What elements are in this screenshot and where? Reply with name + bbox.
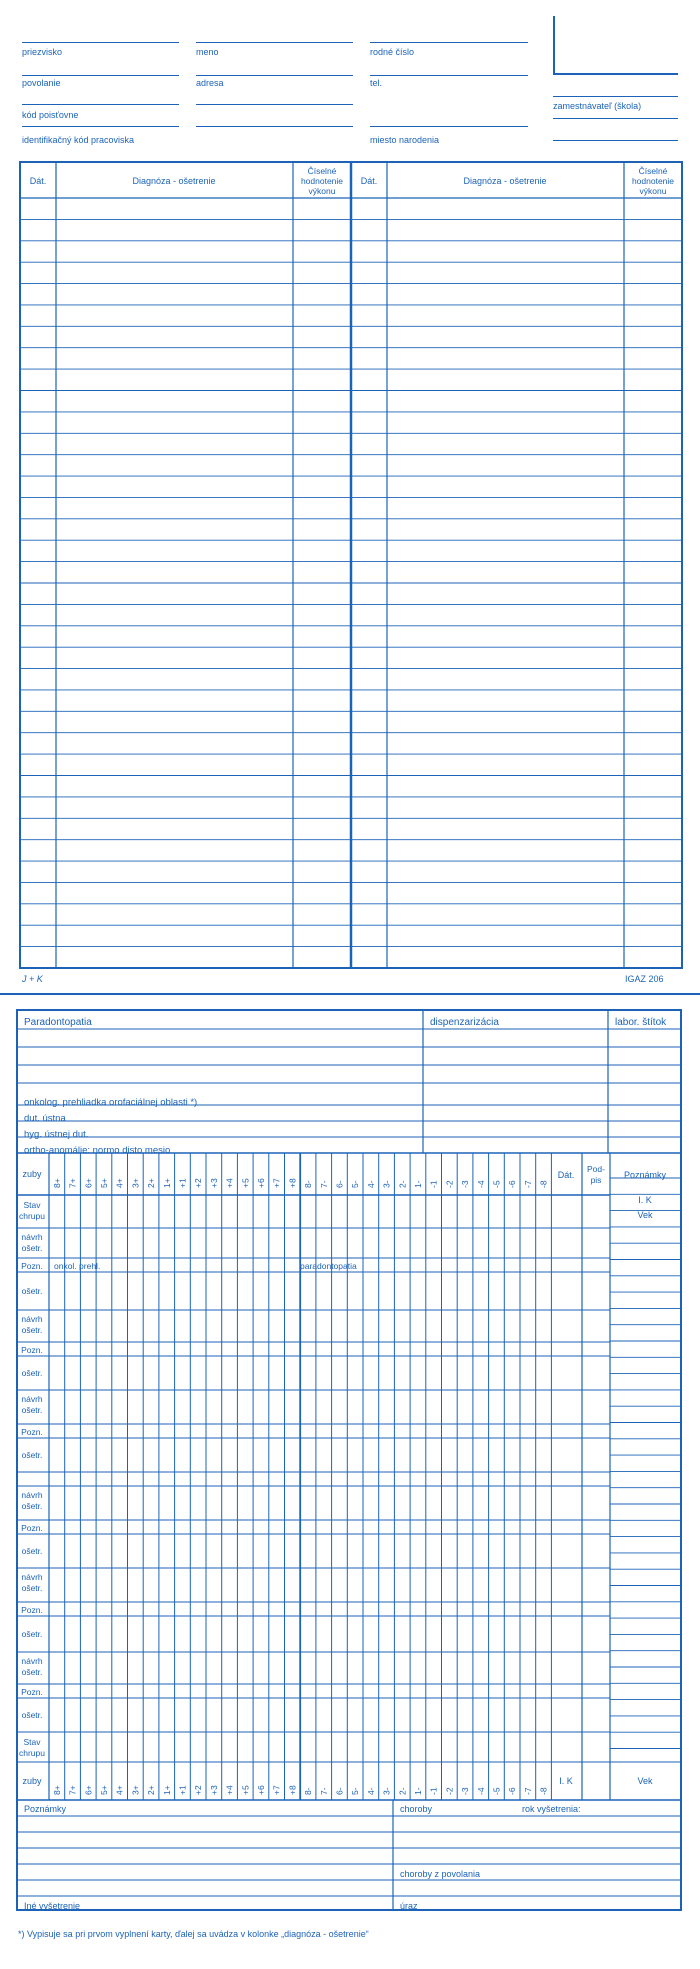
tooth-number: +5 (240, 1178, 251, 1188)
tooth-number: 1- (412, 1787, 423, 1795)
tooth-number: +3 (208, 1178, 219, 1188)
label-labor-stitok: labor. štítok (615, 1017, 667, 1028)
tooth-number: 8- (303, 1180, 314, 1188)
label-priezvisko: priezvisko (22, 47, 63, 57)
label-stav-chrupu: chrupu (19, 1211, 45, 1221)
label-vek: Vek (637, 1776, 653, 1786)
label-navrh-osetr: návrh (21, 1656, 43, 1666)
tooth-number: -5 (491, 1180, 502, 1188)
tooth-number: 3- (381, 1180, 392, 1188)
header-ciselne: hodnotenie (300, 176, 344, 186)
tooth-number: +3 (208, 1785, 219, 1795)
label-ik: I. K (559, 1776, 573, 1786)
label-footnote: *) Vypisuje sa pri prvom vyplnení karty, ďalej sa uvádza v kolonke „diagnóza - ošetrenie“ (18, 1929, 369, 1939)
label-pozn: Pozn. (21, 1687, 43, 1697)
label-choroby: choroby (400, 1804, 433, 1814)
tooth-number: 2- (397, 1787, 408, 1795)
tooth-number: -4 (475, 1787, 486, 1795)
tooth-number: +4 (224, 1178, 235, 1188)
tooth-number: +1 (177, 1785, 188, 1795)
header-ciselne: výkonu (308, 186, 336, 196)
label-osetr: ošetr. (21, 1450, 43, 1460)
tooth-number: 2- (397, 1180, 408, 1188)
label-bottom-poznamky: Poznámky (24, 1804, 67, 1814)
tooth-number: -6 (507, 1787, 518, 1795)
tooth-number: 3- (381, 1787, 392, 1795)
tooth-number: 1+ (161, 1178, 172, 1188)
label-ine-vysetrenie: Iné vyšetrenie (24, 1901, 81, 1911)
tooth-number: +2 (193, 1178, 204, 1188)
label-stav-chrupu: chrupu (19, 1748, 45, 1758)
label-stav-chrupu: Stav (23, 1737, 41, 1747)
header-dat: Dát. (360, 176, 378, 186)
label-zuby: zuby (22, 1169, 42, 1179)
tooth-number: -5 (491, 1787, 502, 1795)
label-osetr: ošetr. (21, 1286, 43, 1296)
label-ik: I. K (638, 1195, 652, 1205)
tooth-number: +6 (255, 1178, 266, 1188)
label-vek: Vek (637, 1210, 653, 1220)
tooth-number: 2+ (146, 1785, 157, 1795)
label-zamestnavatel: zamestnávateľ (škola) (553, 101, 642, 111)
tooth-number: 7- (318, 1180, 329, 1188)
label-navrh-osetr: ošetr. (21, 1667, 43, 1677)
header-ciselne: hodnotenie (631, 176, 675, 186)
tooth-number: 8+ (51, 1785, 62, 1795)
label-paradontopatia: Paradontopatia (24, 1017, 92, 1028)
tooth-number: +7 (271, 1785, 282, 1795)
tooth-number: -3 (460, 1180, 471, 1188)
tooth-number: 7- (318, 1787, 329, 1795)
label-navrh-osetr: ošetr. (21, 1583, 43, 1593)
tooth-number: 6+ (83, 1178, 94, 1188)
label-adresa: adresa (196, 78, 224, 88)
header-ciselne: Číselné (638, 166, 668, 176)
label-miesto-narodenia: miesto narodenia (370, 135, 440, 145)
label-navrh-osetr: návrh (21, 1232, 43, 1242)
tooth-number: 7+ (67, 1785, 78, 1795)
tooth-number: 6- (334, 1180, 345, 1188)
label-navrh-osetr: návrh (21, 1314, 43, 1324)
label-osetr: ošetr. (21, 1710, 43, 1720)
header-ciselne: výkonu (639, 186, 667, 196)
label-kod-poistovne: kód poisťovne (22, 110, 79, 120)
tooth-number: -1 (428, 1180, 439, 1188)
label-onkolog: onkolog. prehliadka orofaciálnej oblasti *) (24, 1097, 198, 1108)
tooth-number: +4 (224, 1785, 235, 1795)
label-pozn: Pozn. (21, 1261, 43, 1271)
label-navrh-osetr: ošetr. (21, 1405, 43, 1415)
tooth-number: 6- (334, 1787, 345, 1795)
tooth-number: 4+ (114, 1178, 125, 1188)
tooth-number: +8 (287, 1178, 298, 1188)
tooth-number: 5- (350, 1787, 361, 1795)
tooth-number: -2 (444, 1787, 455, 1795)
label-navrh-osetr: ošetr. (21, 1501, 43, 1511)
label-osetr: ošetr. (21, 1368, 43, 1378)
label-poznamky: Poznámky (623, 1170, 667, 1180)
header-ciselne: Číselné (307, 166, 337, 176)
tooth-number: 1+ (161, 1785, 172, 1795)
label-hyg: hyg. ústnej dut. (24, 1129, 89, 1140)
label-podpis: Pod- (587, 1164, 605, 1174)
label-rodne-cislo: rodné číslo (370, 47, 415, 57)
tooth-number: 3+ (130, 1178, 141, 1188)
tooth-number: 7+ (67, 1178, 78, 1188)
label-povolanie: povolanie (22, 78, 61, 88)
tooth-number: 8- (303, 1787, 314, 1795)
tooth-number: 1- (412, 1180, 423, 1188)
label-navrh-osetr: návrh (21, 1572, 43, 1582)
label-navrh-osetr: návrh (21, 1490, 43, 1500)
label-identifikacny-kod: identifikačný kód pracoviska (22, 135, 135, 145)
tooth-number: -1 (428, 1787, 439, 1795)
tooth-number: +8 (287, 1785, 298, 1795)
label-podpis: pis (590, 1175, 602, 1185)
tooth-number: -3 (460, 1787, 471, 1795)
header-diagnoza: Diagnóza - ošetrenie (132, 176, 216, 186)
tooth-number: 4- (365, 1180, 376, 1188)
label-tel: tel. (370, 78, 383, 88)
tooth-number: -8 (538, 1787, 549, 1795)
tooth-number: 4- (365, 1787, 376, 1795)
tooth-number: +6 (255, 1785, 266, 1795)
tooth-number: 5+ (98, 1178, 109, 1188)
tooth-number: -6 (507, 1180, 518, 1188)
header-dat: Dát. (29, 176, 47, 186)
label-navrh-osetr: ošetr. (21, 1243, 43, 1253)
label-pozn: Pozn. (21, 1345, 43, 1355)
label-osetr: ošetr. (21, 1546, 43, 1556)
label-dispenzarizacia: dispenzarizácia (430, 1017, 499, 1028)
label-dut-ustna: dut. ústna (24, 1113, 66, 1124)
tooth-number: +2 (193, 1785, 204, 1795)
label-meno: meno (196, 47, 219, 57)
tooth-number: +5 (240, 1785, 251, 1795)
label-onkol-prehl: onkol. prehl. (54, 1261, 101, 1271)
tooth-number: 4+ (114, 1785, 125, 1795)
footer-igaz: IGAZ 206 (625, 974, 664, 984)
label-paradontopatia-small: paradontopatia (300, 1261, 357, 1271)
tooth-number: 5- (350, 1180, 361, 1188)
tooth-number: 2+ (146, 1178, 157, 1188)
tooth-number: +7 (271, 1178, 282, 1188)
tooth-number: 8+ (51, 1178, 62, 1188)
label-stav-chrupu: Stav (23, 1200, 41, 1210)
label-ortho: ortho-anomálie: normo disto mesio (24, 1145, 171, 1156)
footer-jk: J + K (22, 974, 43, 984)
label-choroby-z-povolania: choroby z povolania (400, 1869, 481, 1879)
tooth-number: -7 (522, 1180, 533, 1188)
tooth-number: -4 (475, 1180, 486, 1188)
label-osetr: ošetr. (21, 1629, 43, 1639)
label-pozn: Pozn. (21, 1427, 43, 1437)
label-pozn: Pozn. (21, 1523, 43, 1533)
tooth-number: 6+ (83, 1785, 94, 1795)
tooth-number: 5+ (98, 1785, 109, 1795)
tooth-number: -2 (444, 1180, 455, 1188)
header-diagnoza: Diagnóza - ošetrenie (463, 176, 547, 186)
label-navrh-osetr: návrh (21, 1394, 43, 1404)
label-rok-vysetrenia: rok vyšetrenia: (522, 1804, 581, 1814)
label-dat: Dát. (557, 1170, 575, 1180)
tooth-number: -8 (538, 1180, 549, 1188)
label-uraz: úraz (400, 1901, 418, 1911)
tooth-number: -7 (522, 1787, 533, 1795)
label-zuby: zuby (22, 1776, 42, 1786)
tooth-number: 3+ (130, 1785, 141, 1795)
tooth-number: +1 (177, 1178, 188, 1188)
label-pozn: Pozn. (21, 1605, 43, 1615)
label-navrh-osetr: ošetr. (21, 1325, 43, 1335)
